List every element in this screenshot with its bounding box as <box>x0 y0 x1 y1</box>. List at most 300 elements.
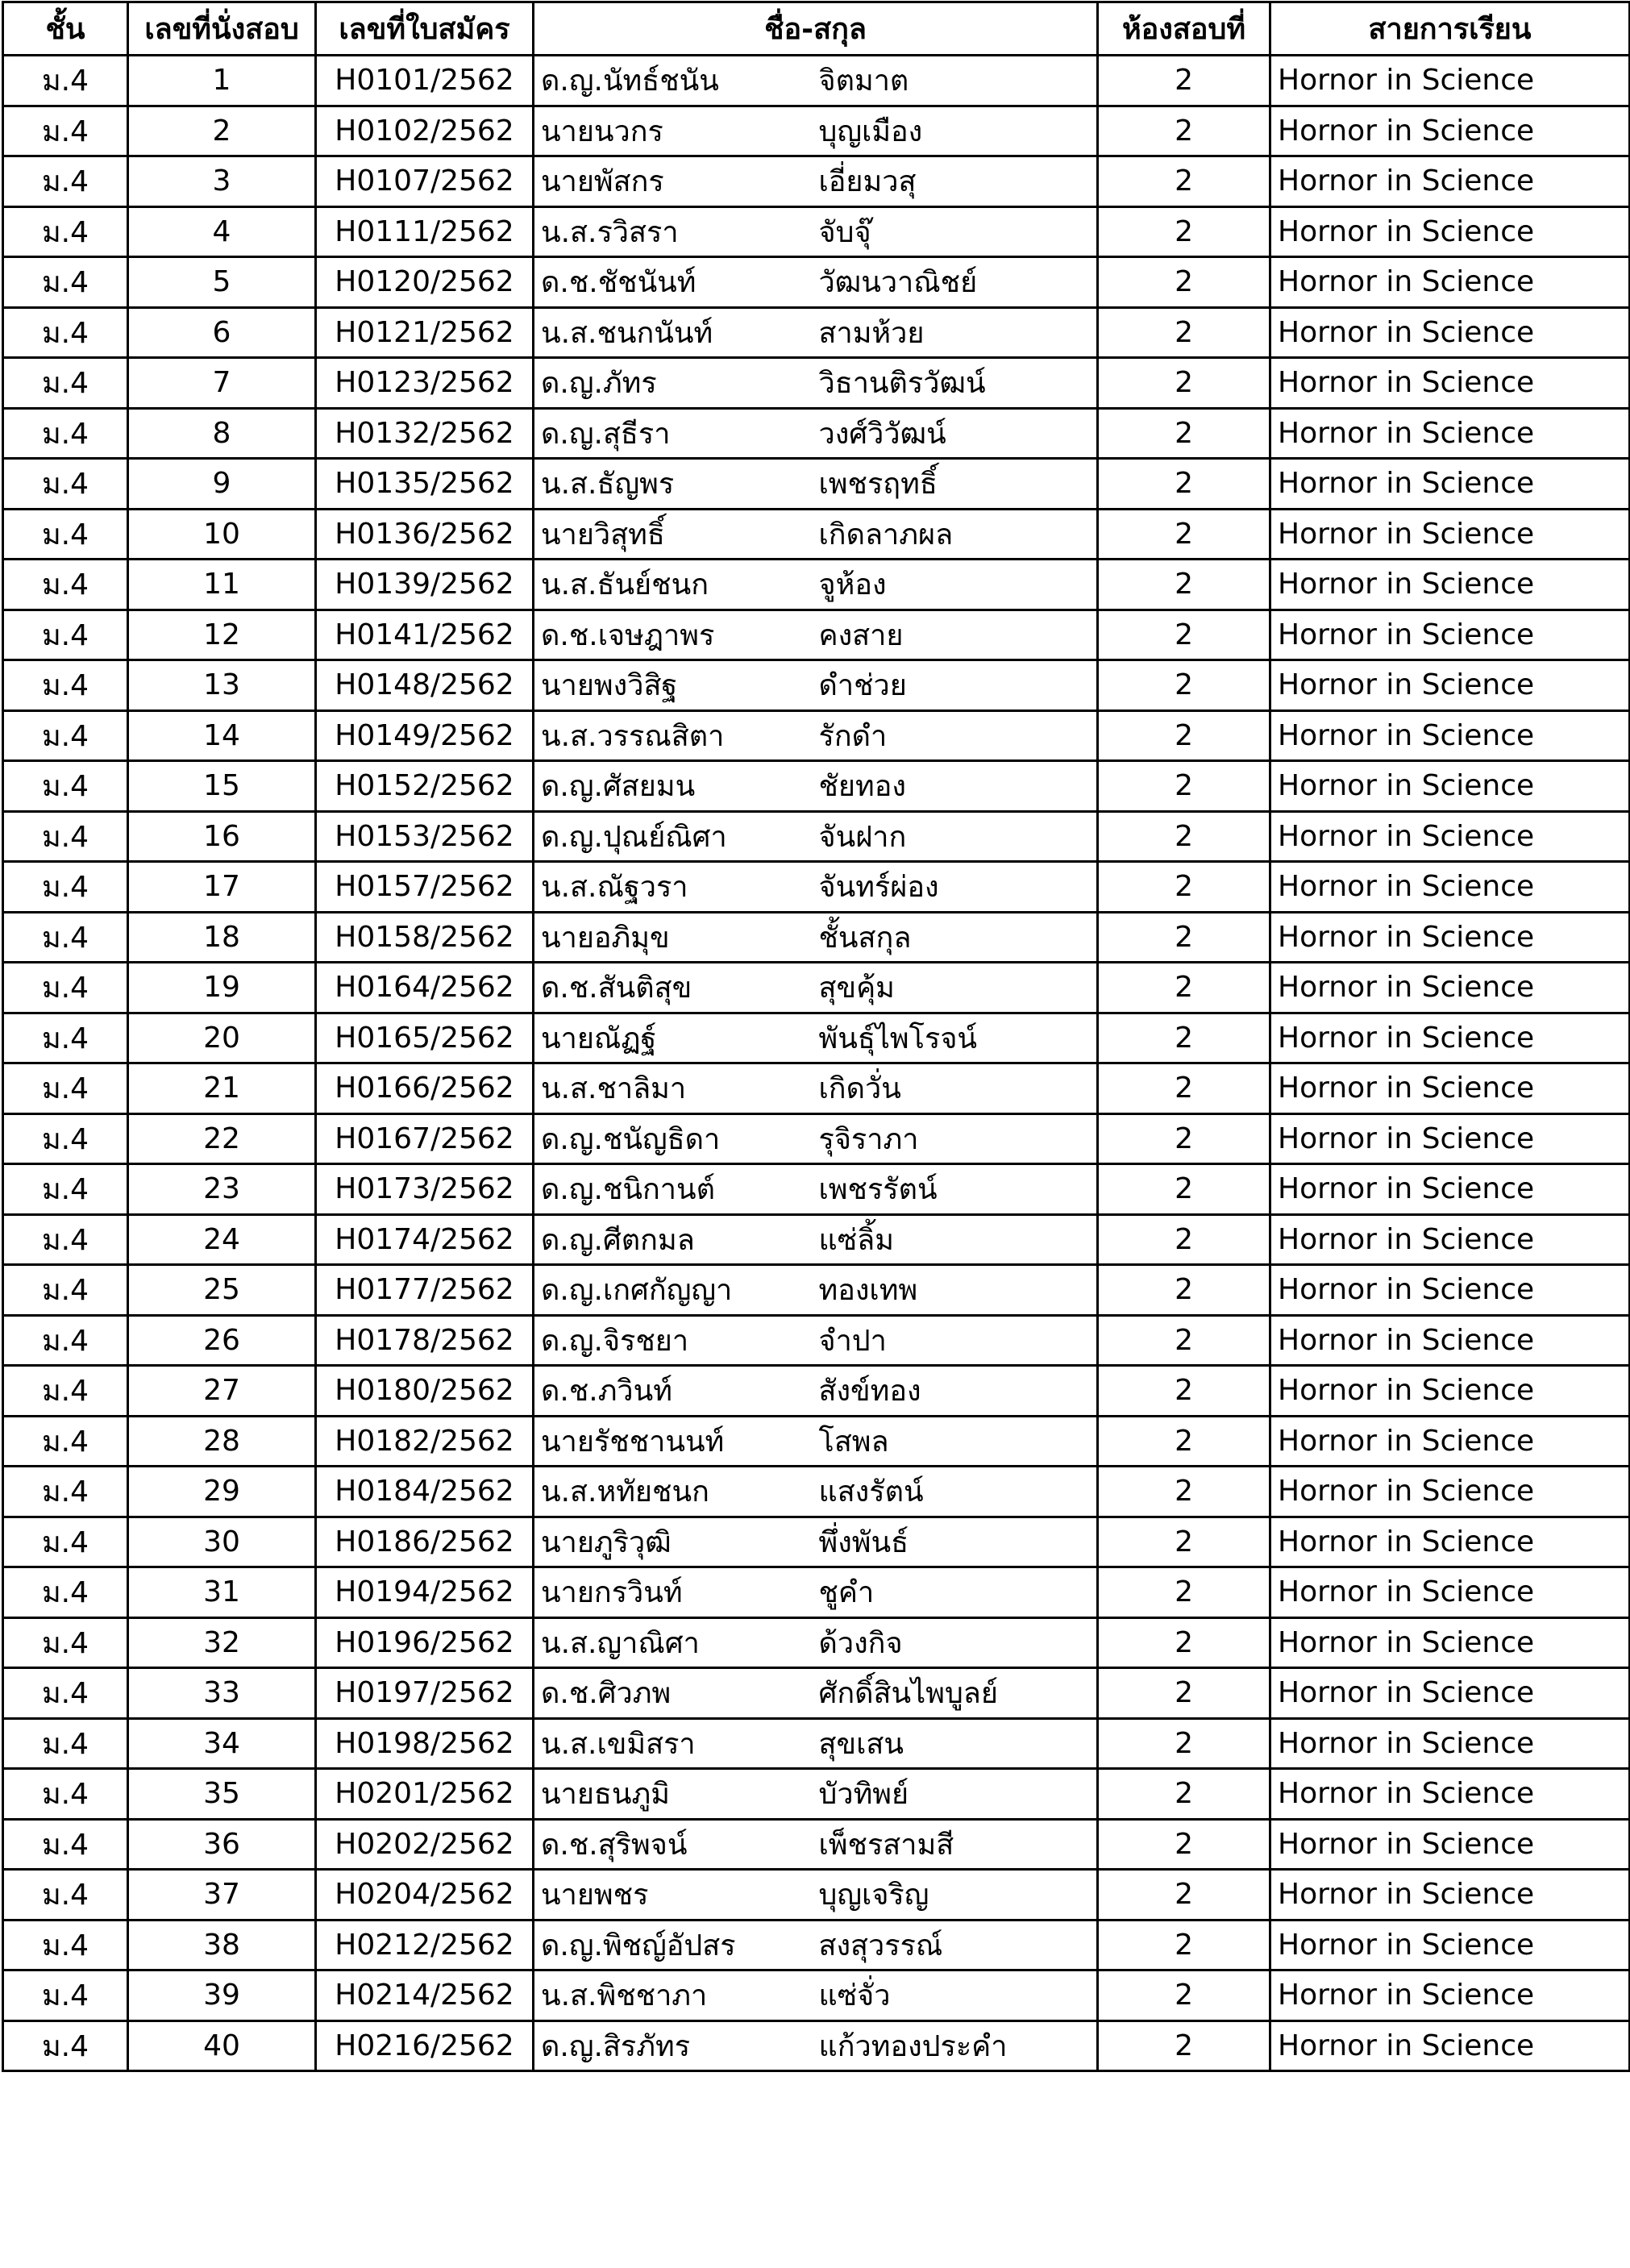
cell-first-name: นายพัสกร <box>534 156 816 207</box>
cell-exam-room: 2 <box>1098 1063 1270 1114</box>
cell-study-program: Hornor in Science <box>1270 1718 1630 1769</box>
cell-first-name: นายณัฏฐ์ <box>534 1013 816 1063</box>
cell-level: ม.4 <box>3 1920 128 1970</box>
cell-study-program: Hornor in Science <box>1270 459 1630 510</box>
cell-first-name: ด.ญ.ศัสยมน <box>534 761 816 812</box>
table-row <box>3 1265 1630 1316</box>
cell-application-number: H0196/2562 <box>316 1617 534 1668</box>
cell-exam-room: 2 <box>1098 307 1270 358</box>
cell-application-number: H0107/2562 <box>316 156 534 207</box>
cell-level: ม.4 <box>3 963 128 1013</box>
cell-application-number: H0184/2562 <box>316 1467 534 1517</box>
cell-study-program: Hornor in Science <box>1270 862 1630 913</box>
table-row <box>3 1668 1630 1719</box>
cell-first-name: ด.ญ.สุธีรา <box>534 408 816 459</box>
cell-exam-room: 2 <box>1098 1265 1270 1316</box>
cell-last-name: แสงรัตน์ <box>816 1467 1098 1517</box>
cell-application-number: H0121/2562 <box>316 307 534 358</box>
cell-first-name: นายรัชชานนท์ <box>534 1416 816 1467</box>
cell-seat-number: 21 <box>128 1063 316 1114</box>
cell-application-number: H0194/2562 <box>316 1567 534 1618</box>
table-row <box>3 710 1630 761</box>
cell-study-program: Hornor in Science <box>1270 1567 1630 1618</box>
cell-study-program: Hornor in Science <box>1270 1013 1630 1063</box>
cell-seat-number: 33 <box>128 1668 316 1719</box>
cell-application-number: H0102/2562 <box>316 106 534 156</box>
cell-level: ม.4 <box>3 1970 128 2021</box>
cell-study-program: Hornor in Science <box>1270 811 1630 862</box>
table-row <box>3 912 1630 963</box>
cell-level: ม.4 <box>3 1567 128 1618</box>
table-row <box>3 206 1630 257</box>
cell-first-name: ด.ญ.นัทธ์ชนัน <box>534 56 816 106</box>
table-row <box>3 307 1630 358</box>
cell-study-program: Hornor in Science <box>1270 1315 1630 1366</box>
table-row <box>3 1970 1630 2021</box>
cell-seat-number: 9 <box>128 459 316 510</box>
cell-seat-number: 17 <box>128 862 316 913</box>
cell-exam-room: 2 <box>1098 1718 1270 1769</box>
cell-application-number: H0202/2562 <box>316 1819 534 1870</box>
cell-seat-number: 22 <box>128 1113 316 1164</box>
cell-level: ม.4 <box>3 257 128 308</box>
cell-application-number: H0141/2562 <box>316 610 534 660</box>
cell-application-number: H0158/2562 <box>316 912 534 963</box>
cell-first-name: ด.ญ.ชนิกานต์ <box>534 1164 816 1215</box>
cell-exam-room: 2 <box>1098 56 1270 106</box>
exam-seating-table <box>2 1 1630 2072</box>
cell-application-number: H0177/2562 <box>316 1265 534 1316</box>
cell-last-name: จันฝาก <box>816 811 1098 862</box>
cell-seat-number: 37 <box>128 1870 316 1921</box>
cell-last-name: จันทร์ผ่อง <box>816 862 1098 913</box>
table-row <box>3 2020 1630 2071</box>
cell-seat-number: 27 <box>128 1366 316 1417</box>
cell-exam-room: 2 <box>1098 1013 1270 1063</box>
cell-last-name: เพชรฤทธิ์ <box>816 459 1098 510</box>
cell-first-name: น.ส.ชาลิมา <box>534 1063 816 1114</box>
cell-application-number: H0164/2562 <box>316 963 534 1013</box>
cell-level: ม.4 <box>3 560 128 610</box>
cell-first-name: นายธนภูมิ <box>534 1769 816 1820</box>
cell-last-name: สามห้วย <box>816 307 1098 358</box>
cell-first-name: นายพชร <box>534 1870 816 1921</box>
cell-application-number: H0204/2562 <box>316 1870 534 1921</box>
cell-first-name: น.ส.ธัญพร <box>534 459 816 510</box>
cell-application-number: H0174/2562 <box>316 1214 534 1265</box>
cell-exam-room: 2 <box>1098 257 1270 308</box>
cell-last-name: บัวทิพย์ <box>816 1769 1098 1820</box>
cell-first-name: ด.ช.สุริพจน์ <box>534 1819 816 1870</box>
cell-level: ม.4 <box>3 1013 128 1063</box>
cell-application-number: H0186/2562 <box>316 1517 534 1567</box>
cell-level: ม.4 <box>3 206 128 257</box>
cell-seat-number: 39 <box>128 1970 316 2021</box>
cell-last-name: วิธานติรวัฒน์ <box>816 358 1098 409</box>
cell-first-name: นายอภิมุข <box>534 912 816 963</box>
cell-exam-room: 2 <box>1098 1870 1270 1921</box>
cell-first-name: น.ส.รวิสรา <box>534 206 816 257</box>
cell-study-program: Hornor in Science <box>1270 1366 1630 1417</box>
cell-first-name: ด.ช.ชัชนันท์ <box>534 257 816 308</box>
cell-level: ม.4 <box>3 358 128 409</box>
cell-exam-room: 2 <box>1098 1366 1270 1417</box>
cell-level: ม.4 <box>3 1617 128 1668</box>
table-row <box>3 1063 1630 1114</box>
cell-study-program: Hornor in Science <box>1270 1870 1630 1921</box>
cell-first-name: ด.ญ.ศีตกมล <box>534 1214 816 1265</box>
cell-first-name: นายนวกร <box>534 106 816 156</box>
cell-level: ม.4 <box>3 1315 128 1366</box>
cell-application-number: H0167/2562 <box>316 1113 534 1164</box>
cell-seat-number: 32 <box>128 1617 316 1668</box>
cell-level: ม.4 <box>3 1467 128 1517</box>
cell-exam-room: 2 <box>1098 710 1270 761</box>
cell-last-name: สุขเสน <box>816 1718 1098 1769</box>
table-row <box>3 1920 1630 1970</box>
cell-last-name: ชั้นสกุล <box>816 912 1098 963</box>
cell-exam-room: 2 <box>1098 1164 1270 1215</box>
cell-level: ม.4 <box>3 408 128 459</box>
table-row <box>3 610 1630 660</box>
cell-study-program: Hornor in Science <box>1270 1467 1630 1517</box>
cell-seat-number: 31 <box>128 1567 316 1618</box>
cell-last-name: จำปา <box>816 1315 1098 1366</box>
cell-exam-room: 2 <box>1098 1416 1270 1467</box>
cell-first-name: น.ส.ณัฐวรา <box>534 862 816 913</box>
cell-seat-number: 30 <box>128 1517 316 1567</box>
cell-level: ม.4 <box>3 862 128 913</box>
cell-seat-number: 18 <box>128 912 316 963</box>
cell-last-name: ทองเทพ <box>816 1265 1098 1316</box>
cell-first-name: ด.ช.สันติสุข <box>534 963 816 1013</box>
cell-first-name: นายพงวิสิฐ <box>534 660 816 711</box>
table-row <box>3 963 1630 1013</box>
cell-level: ม.4 <box>3 106 128 156</box>
cell-study-program: Hornor in Science <box>1270 660 1630 711</box>
cell-level: ม.4 <box>3 156 128 207</box>
cell-exam-room: 2 <box>1098 2020 1270 2071</box>
cell-seat-number: 19 <box>128 963 316 1013</box>
table-row <box>3 811 1630 862</box>
cell-seat-number: 20 <box>128 1013 316 1063</box>
cell-last-name: สังข์ทอง <box>816 1366 1098 1417</box>
cell-application-number: H0123/2562 <box>316 358 534 409</box>
cell-seat-number: 25 <box>128 1265 316 1316</box>
cell-last-name: ด้วงกิจ <box>816 1617 1098 1668</box>
cell-level: ม.4 <box>3 811 128 862</box>
cell-application-number: H0180/2562 <box>316 1366 534 1417</box>
table-row <box>3 761 1630 812</box>
table-row <box>3 1718 1630 1769</box>
cell-level: ม.4 <box>3 1366 128 1417</box>
table-row <box>3 1416 1630 1467</box>
cell-application-number: H0135/2562 <box>316 459 534 510</box>
cell-level: ม.4 <box>3 761 128 812</box>
cell-seat-number: 24 <box>128 1214 316 1265</box>
cell-study-program: Hornor in Science <box>1270 56 1630 106</box>
cell-last-name: รุจิราภา <box>816 1113 1098 1164</box>
table-row <box>3 1013 1630 1063</box>
cell-seat-number: 40 <box>128 2020 316 2071</box>
cell-last-name: ชูคำ <box>816 1567 1098 1618</box>
cell-application-number: H0165/2562 <box>316 1013 534 1063</box>
cell-application-number: H0148/2562 <box>316 660 534 711</box>
cell-study-program: Hornor in Science <box>1270 307 1630 358</box>
cell-seat-number: 1 <box>128 56 316 106</box>
cell-seat-number: 23 <box>128 1164 316 1215</box>
header-exam-room: ห้องสอบที่ <box>1098 2 1270 56</box>
cell-first-name: น.ส.ธันย์ชนก <box>534 560 816 610</box>
cell-study-program: Hornor in Science <box>1270 1819 1630 1870</box>
cell-application-number: H0120/2562 <box>316 257 534 308</box>
cell-last-name: ชัยทอง <box>816 761 1098 812</box>
cell-last-name: สุขคุ้ม <box>816 963 1098 1013</box>
cell-last-name: แซ่ลิ้ม <box>816 1214 1098 1265</box>
header-application-number: เลขที่ใบสมัคร <box>316 2 534 56</box>
cell-last-name: สงสุวรรณ์ <box>816 1920 1098 1970</box>
header-row <box>3 2 1630 56</box>
header-seat-number: เลขที่นั่งสอบ <box>128 2 316 56</box>
cell-study-program: Hornor in Science <box>1270 257 1630 308</box>
table-row <box>3 1113 1630 1164</box>
cell-level: ม.4 <box>3 1769 128 1820</box>
cell-exam-room: 2 <box>1098 1769 1270 1820</box>
cell-exam-room: 2 <box>1098 660 1270 711</box>
cell-exam-room: 2 <box>1098 761 1270 812</box>
cell-exam-room: 2 <box>1098 610 1270 660</box>
cell-level: ม.4 <box>3 307 128 358</box>
cell-last-name: เกิดวั่น <box>816 1063 1098 1114</box>
cell-application-number: H0212/2562 <box>316 1920 534 1970</box>
cell-seat-number: 38 <box>128 1920 316 1970</box>
cell-first-name: น.ส.ชนกนันท์ <box>534 307 816 358</box>
cell-seat-number: 10 <box>128 509 316 560</box>
cell-study-program: Hornor in Science <box>1270 2020 1630 2071</box>
cell-study-program: Hornor in Science <box>1270 358 1630 409</box>
header-full-name: ชื่อ-สกุล <box>534 2 1098 56</box>
table-row <box>3 1769 1630 1820</box>
cell-seat-number: 7 <box>128 358 316 409</box>
cell-level: ม.4 <box>3 1416 128 1467</box>
cell-exam-room: 2 <box>1098 560 1270 610</box>
cell-seat-number: 14 <box>128 710 316 761</box>
cell-last-name: เพชรรัตน์ <box>816 1164 1098 1215</box>
cell-first-name: ด.ญ.สิรภัทร <box>534 2020 816 2071</box>
cell-last-name: จิตมาต <box>816 56 1098 106</box>
cell-application-number: H0216/2562 <box>316 2020 534 2071</box>
cell-study-program: Hornor in Science <box>1270 1517 1630 1567</box>
cell-study-program: Hornor in Science <box>1270 1113 1630 1164</box>
cell-study-program: Hornor in Science <box>1270 408 1630 459</box>
table-row <box>3 1315 1630 1366</box>
cell-exam-room: 2 <box>1098 862 1270 913</box>
cell-exam-room: 2 <box>1098 358 1270 409</box>
cell-study-program: Hornor in Science <box>1270 1416 1630 1467</box>
cell-seat-number: 4 <box>128 206 316 257</box>
cell-exam-room: 2 <box>1098 106 1270 156</box>
cell-seat-number: 36 <box>128 1819 316 1870</box>
cell-last-name: พันธุ์ไพโรจน์ <box>816 1013 1098 1063</box>
cell-application-number: H0152/2562 <box>316 761 534 812</box>
cell-first-name: ด.ช.เจษฎาพร <box>534 610 816 660</box>
cell-level: ม.4 <box>3 1265 128 1316</box>
cell-level: ม.4 <box>3 1214 128 1265</box>
cell-study-program: Hornor in Science <box>1270 106 1630 156</box>
cell-study-program: Hornor in Science <box>1270 206 1630 257</box>
cell-last-name: วัฒนวาณิชย์ <box>816 257 1098 308</box>
cell-application-number: H0111/2562 <box>316 206 534 257</box>
table-row <box>3 257 1630 308</box>
cell-study-program: Hornor in Science <box>1270 1063 1630 1114</box>
table-row <box>3 459 1630 510</box>
cell-seat-number: 35 <box>128 1769 316 1820</box>
cell-last-name: จูห้อง <box>816 560 1098 610</box>
cell-first-name: ด.ญ.ปุณย์ณิศา <box>534 811 816 862</box>
cell-study-program: Hornor in Science <box>1270 156 1630 207</box>
cell-last-name: ดำช่วย <box>816 660 1098 711</box>
cell-seat-number: 15 <box>128 761 316 812</box>
cell-first-name: นายกรวินท์ <box>534 1567 816 1618</box>
cell-exam-room: 2 <box>1098 811 1270 862</box>
cell-exam-room: 2 <box>1098 1113 1270 1164</box>
cell-first-name: น.ส.เขมิสรา <box>534 1718 816 1769</box>
cell-first-name: ด.ช.ศิวภพ <box>534 1668 816 1719</box>
cell-seat-number: 28 <box>128 1416 316 1467</box>
cell-first-name: น.ส.หทัยชนก <box>534 1467 816 1517</box>
cell-level: ม.4 <box>3 1164 128 1215</box>
table-row <box>3 156 1630 207</box>
cell-first-name: ด.ญ.พิชญ์อัปสร <box>534 1920 816 1970</box>
cell-exam-room: 2 <box>1098 1214 1270 1265</box>
cell-level: ม.4 <box>3 660 128 711</box>
cell-application-number: H0136/2562 <box>316 509 534 560</box>
cell-exam-room: 2 <box>1098 408 1270 459</box>
cell-application-number: H0139/2562 <box>316 560 534 610</box>
table-row <box>3 862 1630 913</box>
table-row <box>3 106 1630 156</box>
cell-seat-number: 8 <box>128 408 316 459</box>
cell-exam-room: 2 <box>1098 1970 1270 2021</box>
header-level: ชั้น <box>3 2 128 56</box>
cell-first-name: ด.ญ.ชนัญธิดา <box>534 1113 816 1164</box>
cell-application-number: H0153/2562 <box>316 811 534 862</box>
cell-application-number: H0214/2562 <box>316 1970 534 2021</box>
cell-level: ม.4 <box>3 2020 128 2071</box>
cell-exam-room: 2 <box>1098 1668 1270 1719</box>
cell-application-number: H0201/2562 <box>316 1769 534 1820</box>
cell-last-name: พึ่งพันธ์ <box>816 1517 1098 1567</box>
table-row <box>3 560 1630 610</box>
cell-last-name: แซ่จั่ว <box>816 1970 1098 2021</box>
cell-application-number: H0182/2562 <box>316 1416 534 1467</box>
cell-seat-number: 2 <box>128 106 316 156</box>
cell-level: ม.4 <box>3 912 128 963</box>
cell-level: ม.4 <box>3 1063 128 1114</box>
cell-exam-room: 2 <box>1098 912 1270 963</box>
cell-level: ม.4 <box>3 459 128 510</box>
cell-seat-number: 12 <box>128 610 316 660</box>
cell-study-program: Hornor in Science <box>1270 963 1630 1013</box>
cell-seat-number: 26 <box>128 1315 316 1366</box>
cell-level: ม.4 <box>3 1718 128 1769</box>
cell-exam-room: 2 <box>1098 1517 1270 1567</box>
cell-application-number: H0198/2562 <box>316 1718 534 1769</box>
cell-seat-number: 3 <box>128 156 316 207</box>
table-row <box>3 1214 1630 1265</box>
cell-application-number: H0178/2562 <box>316 1315 534 1366</box>
cell-last-name: เพ็ชรสามสี <box>816 1819 1098 1870</box>
cell-first-name: ด.ญ.จิรชยา <box>534 1315 816 1366</box>
cell-study-program: Hornor in Science <box>1270 1920 1630 1970</box>
cell-application-number: H0166/2562 <box>316 1063 534 1114</box>
table-row <box>3 408 1630 459</box>
cell-last-name: คงสาย <box>816 610 1098 660</box>
cell-study-program: Hornor in Science <box>1270 509 1630 560</box>
cell-exam-room: 2 <box>1098 1617 1270 1668</box>
cell-study-program: Hornor in Science <box>1270 912 1630 963</box>
cell-seat-number: 13 <box>128 660 316 711</box>
cell-study-program: Hornor in Science <box>1270 1265 1630 1316</box>
cell-first-name: น.ส.พิชชาภา <box>534 1970 816 2021</box>
cell-last-name: เกิดลาภผล <box>816 509 1098 560</box>
cell-level: ม.4 <box>3 610 128 660</box>
table-row <box>3 1164 1630 1215</box>
cell-study-program: Hornor in Science <box>1270 1617 1630 1668</box>
cell-study-program: Hornor in Science <box>1270 1668 1630 1719</box>
cell-exam-room: 2 <box>1098 963 1270 1013</box>
cell-exam-room: 2 <box>1098 1567 1270 1618</box>
cell-last-name: บุญเมือง <box>816 106 1098 156</box>
cell-exam-room: 2 <box>1098 1920 1270 1970</box>
cell-seat-number: 6 <box>128 307 316 358</box>
cell-study-program: Hornor in Science <box>1270 1970 1630 2021</box>
table-row <box>3 56 1630 106</box>
cell-exam-room: 2 <box>1098 156 1270 207</box>
cell-last-name: เอี่ยมวสุ <box>816 156 1098 207</box>
cell-study-program: Hornor in Science <box>1270 710 1630 761</box>
cell-study-program: Hornor in Science <box>1270 610 1630 660</box>
cell-first-name: นายวิสุทธิ์ <box>534 509 816 560</box>
cell-level: ม.4 <box>3 1819 128 1870</box>
cell-study-program: Hornor in Science <box>1270 761 1630 812</box>
cell-seat-number: 5 <box>128 257 316 308</box>
cell-first-name: ด.ญ.ภัทร <box>534 358 816 409</box>
cell-first-name: ด.ช.ภวินท์ <box>534 1366 816 1417</box>
cell-level: ม.4 <box>3 1668 128 1719</box>
cell-exam-room: 2 <box>1098 1467 1270 1517</box>
cell-last-name: โสพล <box>816 1416 1098 1467</box>
table-row <box>3 1467 1630 1517</box>
cell-last-name: จับจุ๊ <box>816 206 1098 257</box>
cell-application-number: H0197/2562 <box>316 1668 534 1719</box>
cell-last-name: รักดำ <box>816 710 1098 761</box>
cell-last-name: วงศ์วิวัฒน์ <box>816 408 1098 459</box>
cell-application-number: H0157/2562 <box>316 862 534 913</box>
cell-level: ม.4 <box>3 1113 128 1164</box>
cell-first-name: น.ส.วรรณสิตา <box>534 710 816 761</box>
cell-application-number: H0101/2562 <box>316 56 534 106</box>
cell-seat-number: 16 <box>128 811 316 862</box>
cell-application-number: H0149/2562 <box>316 710 534 761</box>
cell-study-program: Hornor in Science <box>1270 560 1630 610</box>
cell-level: ม.4 <box>3 1517 128 1567</box>
cell-exam-room: 2 <box>1098 1315 1270 1366</box>
cell-exam-room: 2 <box>1098 1819 1270 1870</box>
cell-level: ม.4 <box>3 1870 128 1921</box>
cell-study-program: Hornor in Science <box>1270 1164 1630 1215</box>
cell-last-name: ศักดิ์สินไพบูลย์ <box>816 1668 1098 1719</box>
